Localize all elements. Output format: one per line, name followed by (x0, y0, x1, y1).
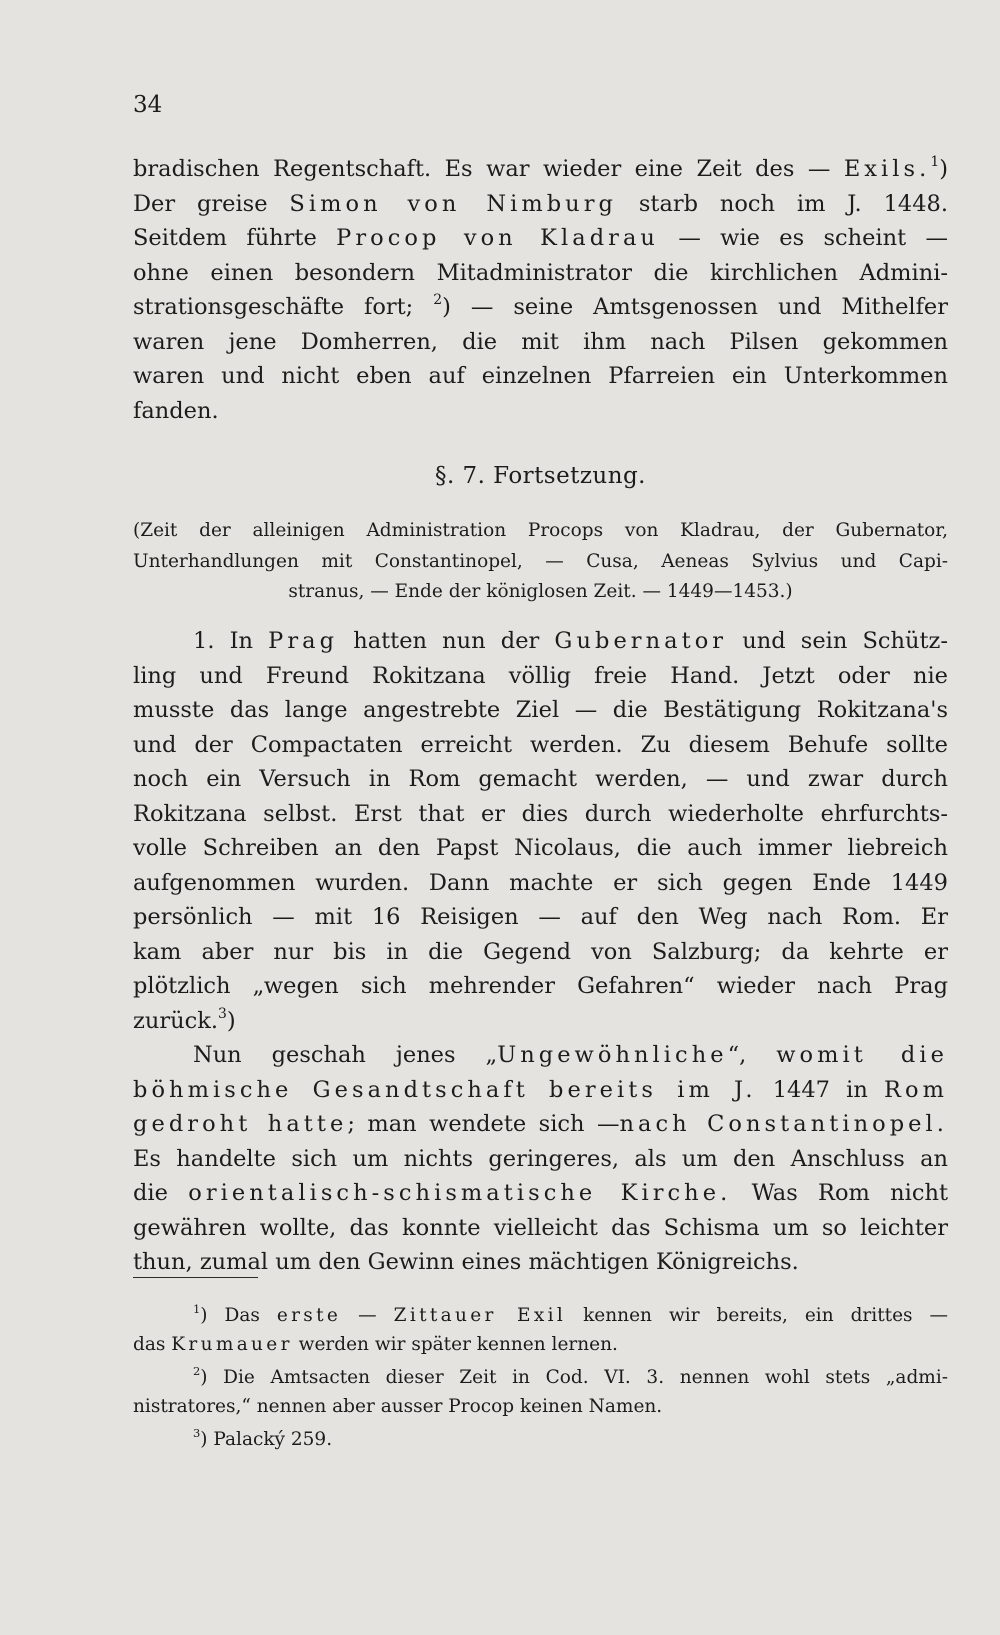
text-line: kam aber nur bis in die Gegend von Salzburg; da kehrte er (133, 938, 948, 965)
paragraph-intro (133, 152, 948, 428)
section-heading: §. 7. Fortsetzung. (435, 463, 646, 489)
footnote-3 (133, 1425, 948, 1454)
text-line: bradischen Regentschaft. Es war wieder eine Zeit des — Exils.$^1$) (133, 154, 948, 182)
summary-line: (Zeit der alleinigen Administration Procops von Kladrau, der Gubernator, (133, 520, 948, 541)
text-line: Rokitzana selbst. Erst that er dies durch wiederholte ehrfurchts- (133, 800, 948, 827)
footnote-line: $^2$) Die Amtsacten dieser Zeit in Cod. VI. 3. nennen wohl stets „admi- (193, 1363, 948, 1388)
text-line: 1. In Prag hatten nun der Gubernator und sein Schütz- (193, 628, 948, 654)
text-line: plötzlich „wegen sich mehrender Gefahren“ wieder nach Prag (133, 973, 948, 999)
footnote-1 (133, 1301, 948, 1359)
footnote-line: $^1$) Das erste — Zittauer Exil kennen wir bereits, ein drittes — (193, 1301, 948, 1326)
footnote-line: das Krumauer werden wir später kennen lernen. (133, 1334, 618, 1355)
text-line: zurück.$^3$) (133, 1005, 236, 1034)
text-line: Nun geschah jenes „Ungewöhnliche“, womit die (193, 1042, 948, 1068)
text-line: Der greise Simon von Nimburg starb noch im J. 1448. (133, 190, 948, 217)
summary-line: stranus, — Ende der königlosen Zeit. — 1449—1453.) (288, 581, 793, 602)
text-line: noch ein Versuch in Rom gemacht werden, — und zwar durch (133, 766, 948, 792)
footnote-line: $^3$) Palacký 259. (193, 1425, 333, 1450)
text-line: gewähren wollte, das konnte vielleicht das Schisma um so leichter (133, 1214, 948, 1241)
text-line: waren und nicht eben auf einzelnen Pfarreien ein Unterkommen (133, 363, 948, 389)
text-line: strationsgeschäfte fort; $^2$) — seine Amtsgenossen und Mithelfer (133, 292, 948, 320)
summary-line: Unterhandlungen mit Constantinopel, — Cusa, Aeneas Sylvius und Capi- (133, 550, 948, 572)
footnote-ref-2: 2 (433, 292, 443, 309)
text-line: die orientalisch-schismatische Kirche. Was Rom nicht (133, 1180, 949, 1206)
text-line: thun, zumal um den Gewinn eines mächtigen Königreichs. (133, 1249, 799, 1275)
text-line: ling und Freund Rokitzana völlig freie Hand. Jetzt oder nie (133, 662, 948, 689)
text-line: Es handelte sich um nichts geringeres, als um den Anschluss an (133, 1145, 948, 1172)
section-summary (133, 516, 948, 608)
text-line: Seitdem führte Procop von Kladrau — wie es scheint — (133, 225, 949, 251)
text-line: aufgenommen wurden. Dann machte er sich gegen Ende 1449 (133, 869, 948, 896)
footnotes (133, 1301, 948, 1458)
paragraph-main (133, 624, 948, 1280)
text-line: musste das lange angestrebte Ziel — die Bestätigung Rokitzana's (133, 697, 948, 723)
text-line: und der Compactaten erreicht werden. Zu diesem Behufe sollte (133, 731, 948, 758)
text-line: persönlich — mit 16 Reisigen — auf den Weg nach Rom. Er (133, 904, 948, 930)
footnote-2 (133, 1363, 948, 1421)
text-line: waren jene Domherren, die mit ihm nach Pilsen gekommen (133, 328, 948, 355)
text-line: fanden. (133, 397, 219, 424)
text-line: böhmische Gesandtschaft bereits im J. 1447 in Rom (133, 1076, 949, 1103)
footnote-ref-3: 3 (217, 1005, 227, 1022)
footnote-divider (133, 1277, 258, 1278)
footnote-ref-1: 1 (930, 154, 940, 171)
page-number: 34 (133, 92, 163, 118)
text-line: ohne einen besondern Mitadministrator die kirchlichen Admini- (133, 259, 948, 286)
text-line: gedroht hatte; man wendete sich —nach Constantinopel. (133, 1111, 948, 1137)
footnote-line: nistratores,“ nennen aber ausser Procop keinen Namen. (133, 1396, 663, 1417)
text-line: volle Schreiben an den Papst Nicolaus, die auch immer liebreich (133, 835, 948, 861)
